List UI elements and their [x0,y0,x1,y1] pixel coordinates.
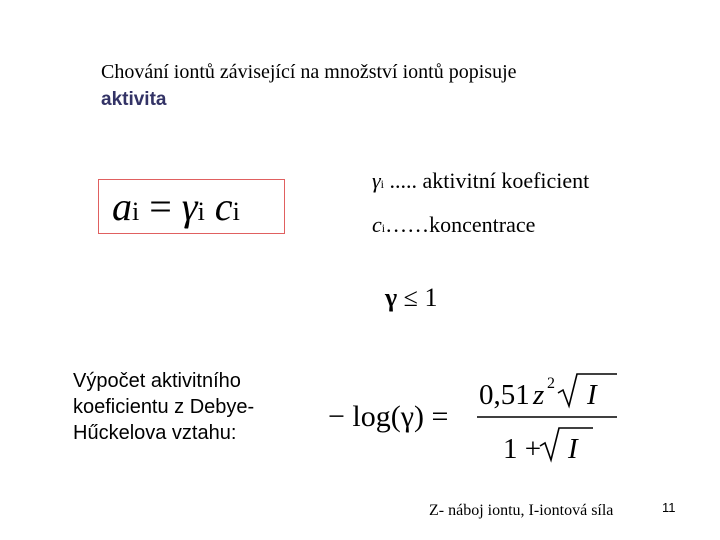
formula-denom-one: 1 + [503,433,542,465]
formula-I-den: I [568,433,578,465]
def-gamma-symbol: γ [372,168,381,193]
ineq-gamma: γ [385,283,398,312]
def-gamma-sub: i [380,177,385,191]
formula-z-exp: 2 [547,375,555,392]
formula-svg [325,362,625,472]
def-c-sub: i [381,221,386,235]
debye-huckel-label [73,368,254,446]
page-number: 11 [662,500,676,515]
intro-text [101,58,517,114]
formula-coef: 0,51 [479,379,530,411]
calc-line-1: Výpočet aktivitního [73,370,241,392]
footnote: Z- náboj iontu, I-iontová síla [429,502,614,519]
c-definition [372,212,535,241]
calc-line-3: Hűckelova vztahu: [73,422,237,444]
def-c-text: ……koncentrace [385,212,536,237]
gamma-definition [372,168,589,197]
formula-I-num: I [587,379,597,411]
def-c-symbol: c [372,212,382,237]
def-gamma-text: ..... aktivitní koeficient [384,168,590,193]
formula-lhs: − log(γ) = [328,400,449,433]
eq-c: c [214,184,233,229]
eq-sub-1: i [132,197,140,226]
eq-a: a [112,184,132,229]
intro-line: Chování iontů závisející na množství iontů popisuje [101,61,517,83]
sqrt-sign-denominator [540,428,593,460]
eq-equals: = [149,184,172,229]
gamma-inequality [385,283,437,313]
eq-gamma: γ [181,184,198,229]
eq-sub-3: i [232,197,240,226]
ineq-text: ≤ 1 [403,283,438,312]
eq-sub-2: i [197,197,205,226]
activity-equation [112,185,240,234]
formula-z: z [533,379,545,411]
calc-line-2: koeficientu z Debye- [73,396,255,418]
debye-huckel-formula [325,362,625,477]
intro-keyword: aktivita [101,89,167,110]
